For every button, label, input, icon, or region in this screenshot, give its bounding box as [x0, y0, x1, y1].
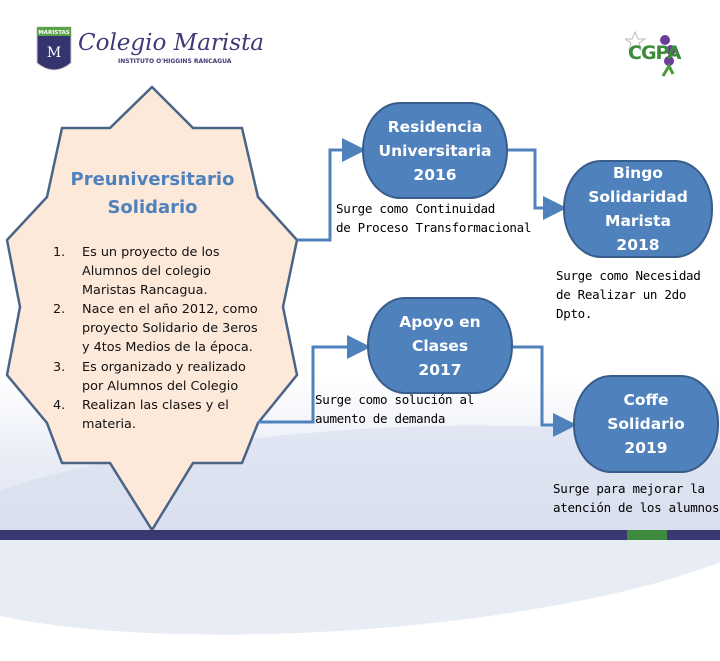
- list-text: Es un proyecto de los Alumnos del colegio Maristas Rancagua.: [82, 245, 220, 299]
- note-apoyo: Surge como solución al aumento de demanda: [315, 392, 474, 426]
- logo-name: Colegio Marista: [78, 30, 265, 56]
- note-residencia: Surge como Continuidad de Proceso Transformacional: [336, 201, 532, 235]
- connector-apoyo-to-coffe: [513, 347, 571, 425]
- node-bingo: Bingo Solidaridad Marista 2018: [563, 160, 713, 258]
- star-title: Preuniversitario Solidario: [70, 169, 235, 218]
- list-number: 3.: [53, 359, 66, 375]
- node-apoyo: Apoyo en Clases 2017: [367, 297, 513, 394]
- star-list: [20, 243, 260, 434]
- list-item: [20, 300, 260, 357]
- list-number: 2.: [53, 302, 66, 318]
- logo-subtitle: INSTITUTO O'HIGGINS RANCAGUA: [118, 58, 232, 65]
- node-residencia: Residencia Universitaria 2016: [362, 102, 508, 199]
- list-number: 4.: [53, 397, 66, 413]
- cgpa-text: CGPA: [628, 42, 681, 64]
- list-item: [20, 358, 260, 396]
- list-item: [20, 396, 260, 434]
- svg-text:MARISTAS: MARISTAS: [38, 30, 70, 36]
- note-bingo: Surge como Necesidad de Realizar un 2do Dpto.: [556, 268, 701, 321]
- footer-bar: [0, 530, 720, 540]
- node-coffe: Coffe Solidario 2019: [573, 375, 719, 473]
- svg-text:M: M: [46, 45, 62, 61]
- list-text: Es organizado y realizado por Alumnos del Colegio: [82, 359, 246, 394]
- list-item: [20, 243, 260, 300]
- list-text: Nace en el año 2012, como proyecto Solidario de 3eros y 4tos Medios de la época.: [82, 302, 258, 356]
- note-coffe: Surge para mejorar la atención de los alumnos: [553, 481, 720, 515]
- list-number: 1.: [53, 245, 66, 260]
- list-text: Realizan las clases y el materia.: [82, 397, 229, 432]
- footer-accent: [627, 530, 667, 540]
